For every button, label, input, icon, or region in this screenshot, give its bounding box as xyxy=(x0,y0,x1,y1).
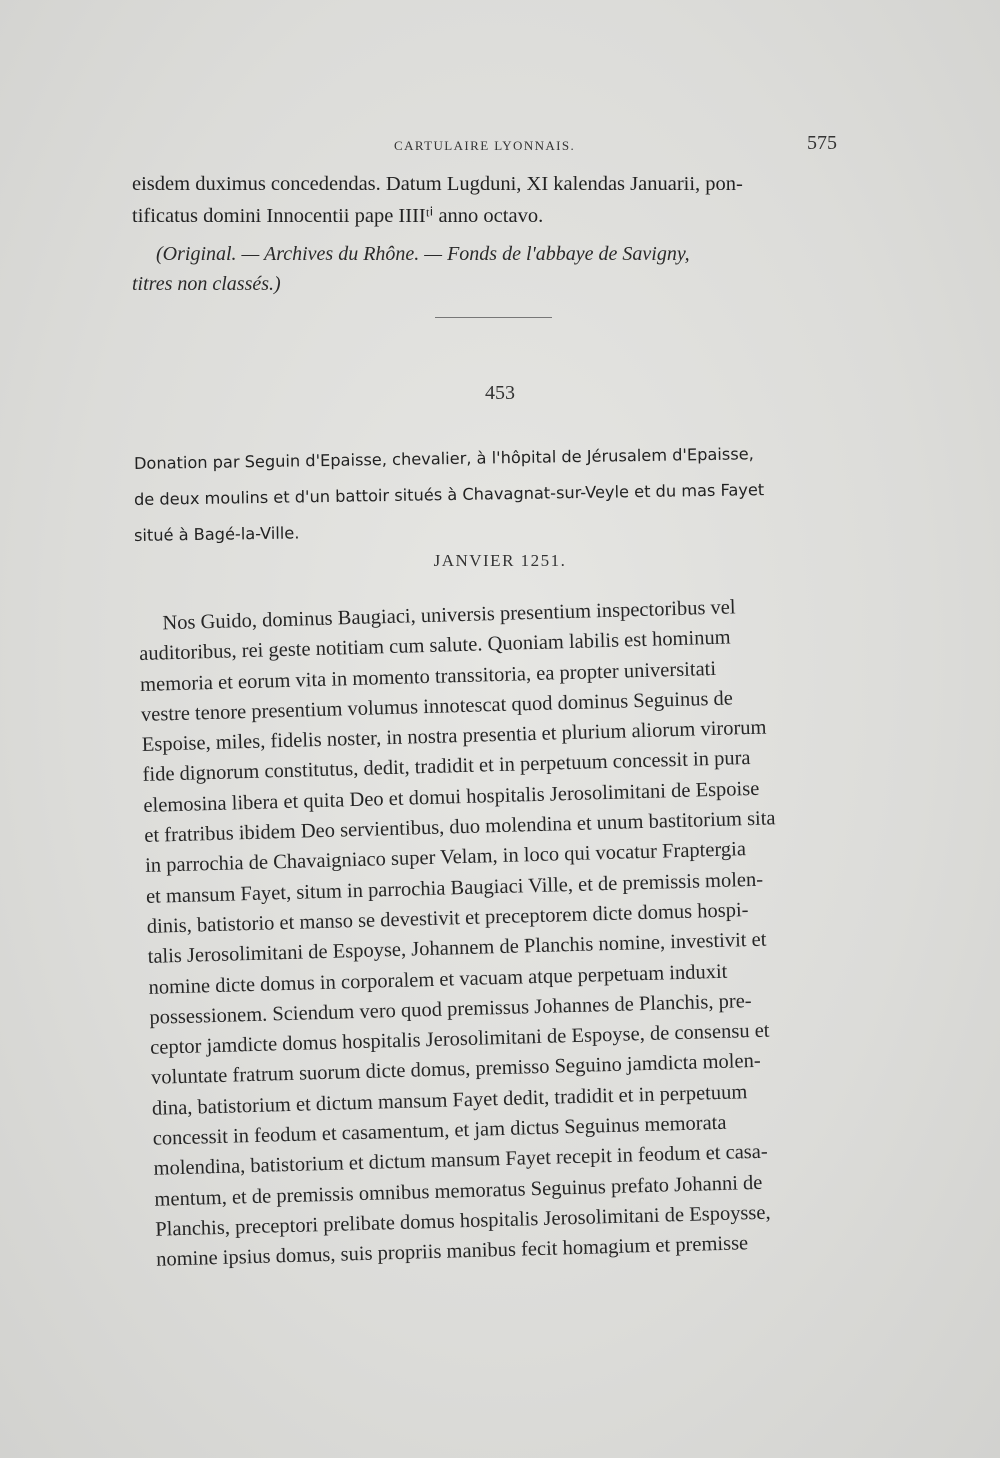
body-line: elemosina libera et quita Deo et domui hospitalis Jerosolimitani de Espoise xyxy=(143,777,760,817)
text-line: tificatus domini Innocentii pape IIIIᵗⁱ anno octavo. xyxy=(132,205,544,227)
body-line: in parrochia de Chavaigniaco super Velam, in loco qui vocatur Fraptergia xyxy=(144,838,747,878)
summary-line: Donation par Seguin d'Epaisse, chevalier, à l'hôpital de Jérusalem d'Epaisse, xyxy=(133,444,754,473)
body-line: fide dignorum constitutus, dedit, tradidit et in perpetuum concessit in pura xyxy=(142,747,751,787)
text-line: eisdem duximus concedendas. Datum Lugduni, XI kalendas Januarii, pon- xyxy=(132,173,743,195)
document-number: 453 xyxy=(485,382,515,404)
body-line: Espoise, miles, fidelis noster, in nostra presentia et plurium aliorum virorum xyxy=(141,716,767,757)
body-line: talis Jerosolimitani de Espoyse, Johannem de Planchis nomine, investivit et xyxy=(147,928,767,969)
body-line: mentum, et de premissis omnibus memoratus Seguinus prefato Johanni de xyxy=(154,1171,763,1211)
source-note-line: titres non classés.) xyxy=(132,273,281,295)
summary-line: de deux moulins et d'un battoir situés à Chavagnat-sur-Veyle et du mas Fayet xyxy=(133,480,765,509)
body-line: Planchis, preceptori prelibate domus hospitalis Jerosolimitani de Espoysse, xyxy=(155,1201,771,1241)
body-line: et mansum Fayet, situm in parrochia Baugiaci Ville, et de premissis molen- xyxy=(145,868,764,908)
body-line: memoria et eorum vita in momento transsitoria, ea propter universitati xyxy=(139,657,717,696)
body-line: concessit in feodum et casamentum, et jam dictus Seguinus memorata xyxy=(152,1111,727,1150)
body-line: nomine ipsius domus, suis propriis manibus fecit homagium et premisse xyxy=(155,1232,749,1271)
document-body xyxy=(138,589,856,1275)
body-line: molendina, batistorium et dictum mansum Fayet recepit in feodum et casa- xyxy=(153,1140,768,1181)
body-line: et fratribus ibidem Deo servientibus, duo molendina et unum bastitorium sita xyxy=(144,807,776,847)
running-head: CARTULAIRE LYONNAIS. xyxy=(394,138,576,153)
body-line: dina, batistorium et dictum mansum Fayet dedit, tradidit et in perpetuum xyxy=(151,1080,748,1120)
document-date: JANVIER 1251. xyxy=(433,551,567,570)
page-number: 575 xyxy=(807,132,837,154)
body-line: ceptor jamdicte domus hospitalis Jerosolimitani de Espoyse, de consensu et xyxy=(149,1019,770,1059)
body-line: Nos Guido, dominus Baugiaci, universis presentium inspectoribus vel xyxy=(162,596,736,635)
body-line: possessionem. Sciendum vero quod premissus Johannes de Planchis, pre- xyxy=(149,989,752,1029)
document-summary xyxy=(134,446,834,554)
body-line: dinis, batistorio et manso se devestivit et preceptorem dicte domus hospi- xyxy=(146,899,749,938)
page-header xyxy=(132,132,837,162)
section-divider xyxy=(435,317,552,318)
source-note xyxy=(132,239,837,299)
body-line: nomine dicte domus in corporalem et vacuam atque perpetuam induxit xyxy=(148,960,728,999)
continued-text xyxy=(132,168,837,232)
summary-line: situé à Bagé-la-Ville. xyxy=(133,523,300,545)
body-line: vestre tenore presentium volumus innotescat quod dominus Seguinus de xyxy=(140,687,734,726)
body-line: auditoribus, rei geste notitiam cum salute. Quoniam labilis est hominum xyxy=(138,626,731,666)
body-line: voluntate fratrum suorum dicte domus, premisso Seguino jamdicta molen- xyxy=(150,1050,761,1090)
source-note-line: (Original. — Archives du Rhône. — Fonds de l'abbaye de Savigny, xyxy=(156,243,690,265)
